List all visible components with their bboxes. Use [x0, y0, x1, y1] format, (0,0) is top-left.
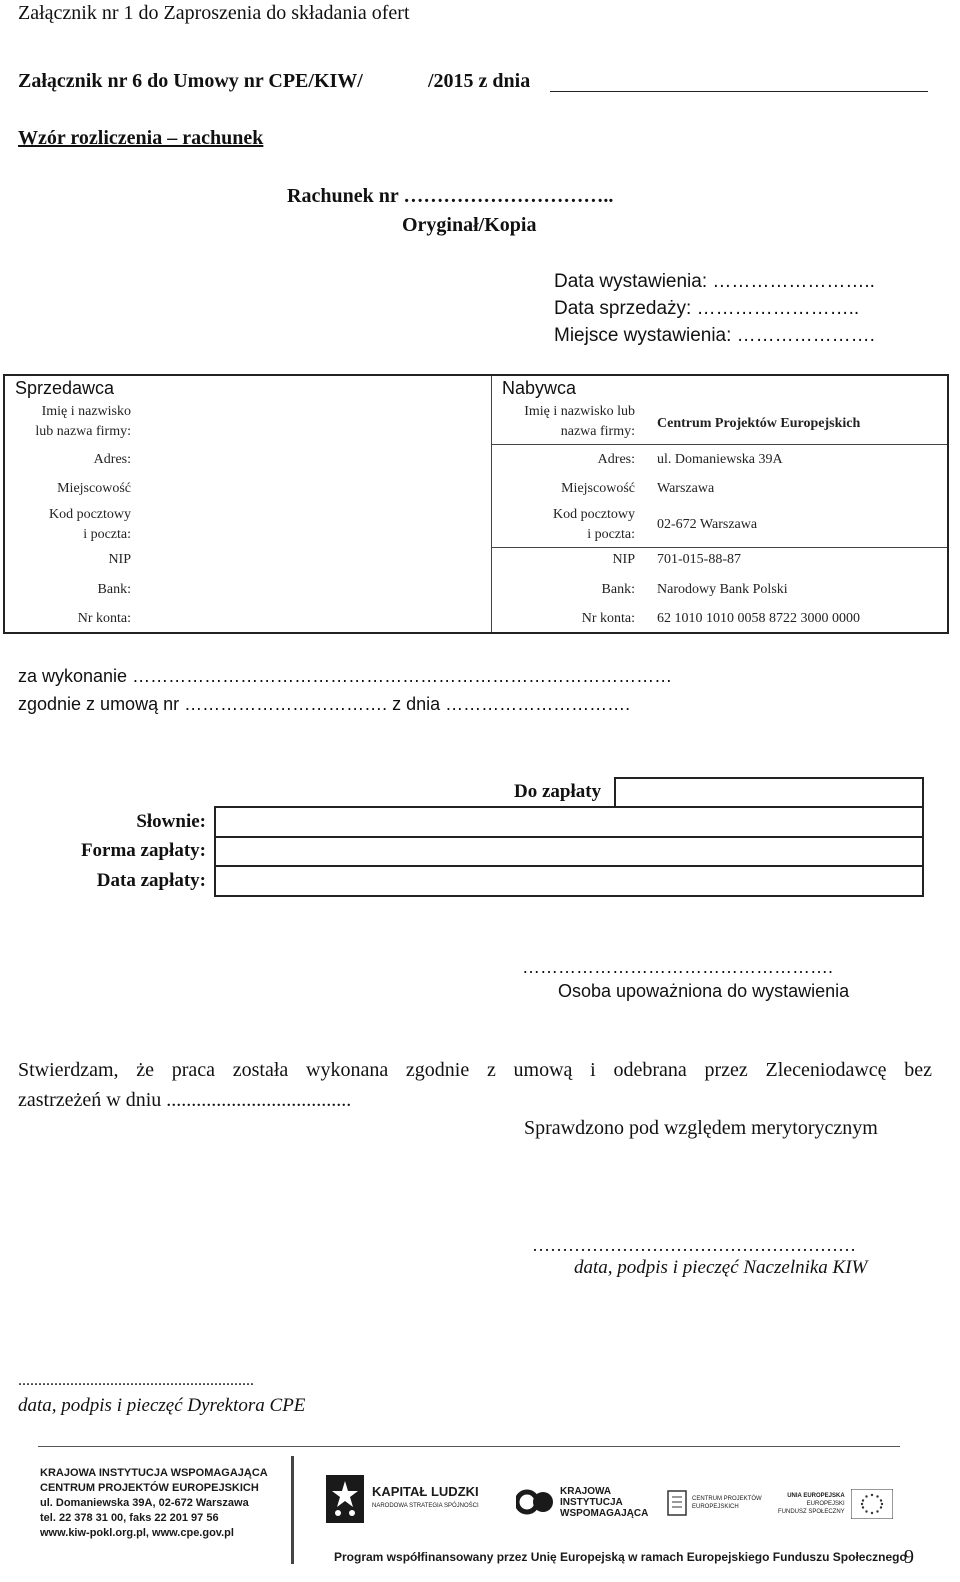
contract-date-line	[550, 91, 928, 92]
eu-logo-text-1: UNIA EUROPEJSKA	[787, 1493, 845, 1499]
sale-date: Data sprzedaży: ……………………..	[554, 298, 860, 319]
work-description: za wykonanie ………………………………………………………………………………	[18, 666, 673, 686]
buyer-account-label: Nr konta:	[581, 611, 635, 626]
cpe-logo	[666, 1486, 762, 1520]
payment-form-label: Forma zapłaty:	[80, 840, 206, 861]
footer-separator	[291, 1456, 294, 1564]
contract-reference: Załącznik nr 6 do Umowy nr CPE/KIW/	[18, 70, 363, 92]
merit-check: Sprawdzono pod względem merytorycznym	[524, 1117, 878, 1139]
head-signature-dots: ………………………………………………	[532, 1235, 856, 1255]
program-statement: Program współfinansowany przez Unię Europejską w ramach Europejskiego Funduszu Społecznego	[334, 1550, 907, 1564]
seller-address-label: Adres:	[93, 452, 131, 467]
buyer-bank-label: Bank:	[601, 582, 635, 597]
cpe-logo-text-1: CENTRUM PROJEKTÓW	[692, 1496, 762, 1502]
issue-place: Miejsce wystawienia: ………………….	[554, 325, 875, 346]
kiw-emblem-icon	[516, 1485, 554, 1519]
footer-institution: KRAJOWA INSTYTUCJA WSPOMAGAJĄCA CENTRUM PROJEKTÓW EUROPEJSKICH ul. Domaniewska 39A, 02-672 Warszawa tel. 22 378 31 00, faks 22 201 97 56 www.kiw-pokl.org.pl, www.cpe.gov.pl	[40, 1467, 268, 1539]
buyer-account-value: 62 1010 1010 0058 8722 3000 0000	[657, 611, 860, 626]
amount-in-words-field[interactable]	[214, 806, 924, 838]
buyer-city-value: Warszawa	[657, 481, 715, 496]
in-words-label: Słownie:	[136, 811, 206, 832]
to-pay-label: Do zapłaty	[514, 781, 602, 802]
buyer-nip-label: NIP	[612, 552, 635, 567]
footer-divider	[38, 1446, 900, 1447]
contract-date-label: /2015 z dnia	[428, 70, 531, 92]
kiw-logo-text-3: WSPOMAGAJĄCA	[560, 1507, 649, 1519]
authorized-caption: Osoba upoważniona do wystawienia	[558, 981, 850, 1001]
buyer-postcode-label: Kod pocztowy i poczta:	[552, 507, 635, 542]
eu-logo-text-2: EUROPEJSKI	[806, 1501, 845, 1507]
payment-date-field[interactable]	[214, 865, 924, 897]
buyer-address-value: ul. Domaniewska 39A	[657, 452, 783, 467]
buyer-bank-value: Narodowy Bank Polski	[657, 582, 788, 597]
cpe-logo-text-2: EUROPEJSKICH	[692, 1504, 739, 1510]
parties-divider	[491, 376, 492, 632]
confirmation-date: zastrzeżeń w dniu .....................................	[18, 1089, 352, 1111]
issue-date: Data wystawienia: ……………………..	[554, 271, 875, 292]
buyer-name-value: Centrum Projektów Europejskich	[657, 416, 861, 431]
kiw-logo-text-1: KRAJOWA	[560, 1485, 612, 1497]
buyer-name-label: Imię i nazwisko lub nazwa firmy:	[524, 404, 635, 439]
seller-account-label: Nr konta:	[77, 611, 131, 626]
seller-heading: Sprzedawca	[15, 378, 115, 398]
eu-logo-text-3: FUNDUSZ SPOŁECZNY	[778, 1509, 845, 1515]
kiw-logo	[516, 1480, 648, 1524]
director-signature-dots: ...........................................................	[18, 1372, 254, 1389]
contract-line: zgodnie z umową nr ……………………………. z dnia ………………………….	[18, 694, 631, 714]
buyer-row-line	[491, 547, 947, 548]
bill-number: Rachunek nr …………………………..	[287, 185, 614, 207]
buyer-heading: Nabywca	[502, 378, 577, 398]
confirmation-text: Stwierdzam, że praca została wykonana zgodnie z umową i odebrana przez Zleceniodawcę bez	[18, 1059, 932, 1081]
kapital-ludzki-logo	[326, 1474, 479, 1524]
seller-postcode-label: Kod pocztowy i poczta:	[48, 507, 131, 542]
kapital-ludzki-subtitle: NARODOWA STRATEGIA SPÓJNOŚCI	[372, 1503, 479, 1509]
seller-bank-label: Bank:	[97, 582, 131, 597]
parties-table	[3, 374, 949, 634]
head-signature-caption: data, podpis i pieczęć Naczelnika KIW	[574, 1257, 868, 1278]
eu-logo	[778, 1484, 893, 1524]
seller-nip-label: NIP	[108, 552, 131, 567]
buyer-postcode-value: 02-672 Warszawa	[657, 517, 758, 532]
seller-name-label: Imię i nazwisko lub nazwa firmy:	[35, 404, 131, 439]
payment-date-label: Data zapłaty:	[96, 870, 206, 891]
buyer-row-line	[491, 444, 947, 445]
cpe-emblem-icon	[666, 1489, 688, 1517]
director-signature-caption: data, podpis i pieczęć Dyrektora CPE	[18, 1395, 306, 1416]
kapital-ludzki-emblem-icon	[326, 1475, 364, 1523]
authorized-dots: …………………………………………….	[522, 957, 834, 977]
to-pay-field[interactable]	[614, 777, 924, 808]
payment-form-field[interactable]	[214, 836, 924, 867]
buyer-address-label: Adres:	[597, 452, 635, 467]
kiw-logo-text-2: INSTYTUCJA	[560, 1496, 623, 1508]
original-copy: Oryginał/Kopia	[402, 214, 537, 236]
eu-flag-icon	[851, 1489, 893, 1519]
kapital-ludzki-title: KAPITAŁ LUDZKI	[372, 1484, 479, 1499]
pattern-title: Wzór rozliczenia – rachunek	[18, 127, 264, 149]
seller-city-label: Miejscowość	[57, 481, 131, 496]
buyer-nip-value: 701-015-88-87	[657, 552, 741, 567]
buyer-city-label: Miejscowość	[561, 481, 635, 496]
page-number: 9	[904, 1546, 914, 1568]
attachment-title: Załącznik nr 1 do Zaproszenia do składania ofert	[18, 2, 410, 24]
